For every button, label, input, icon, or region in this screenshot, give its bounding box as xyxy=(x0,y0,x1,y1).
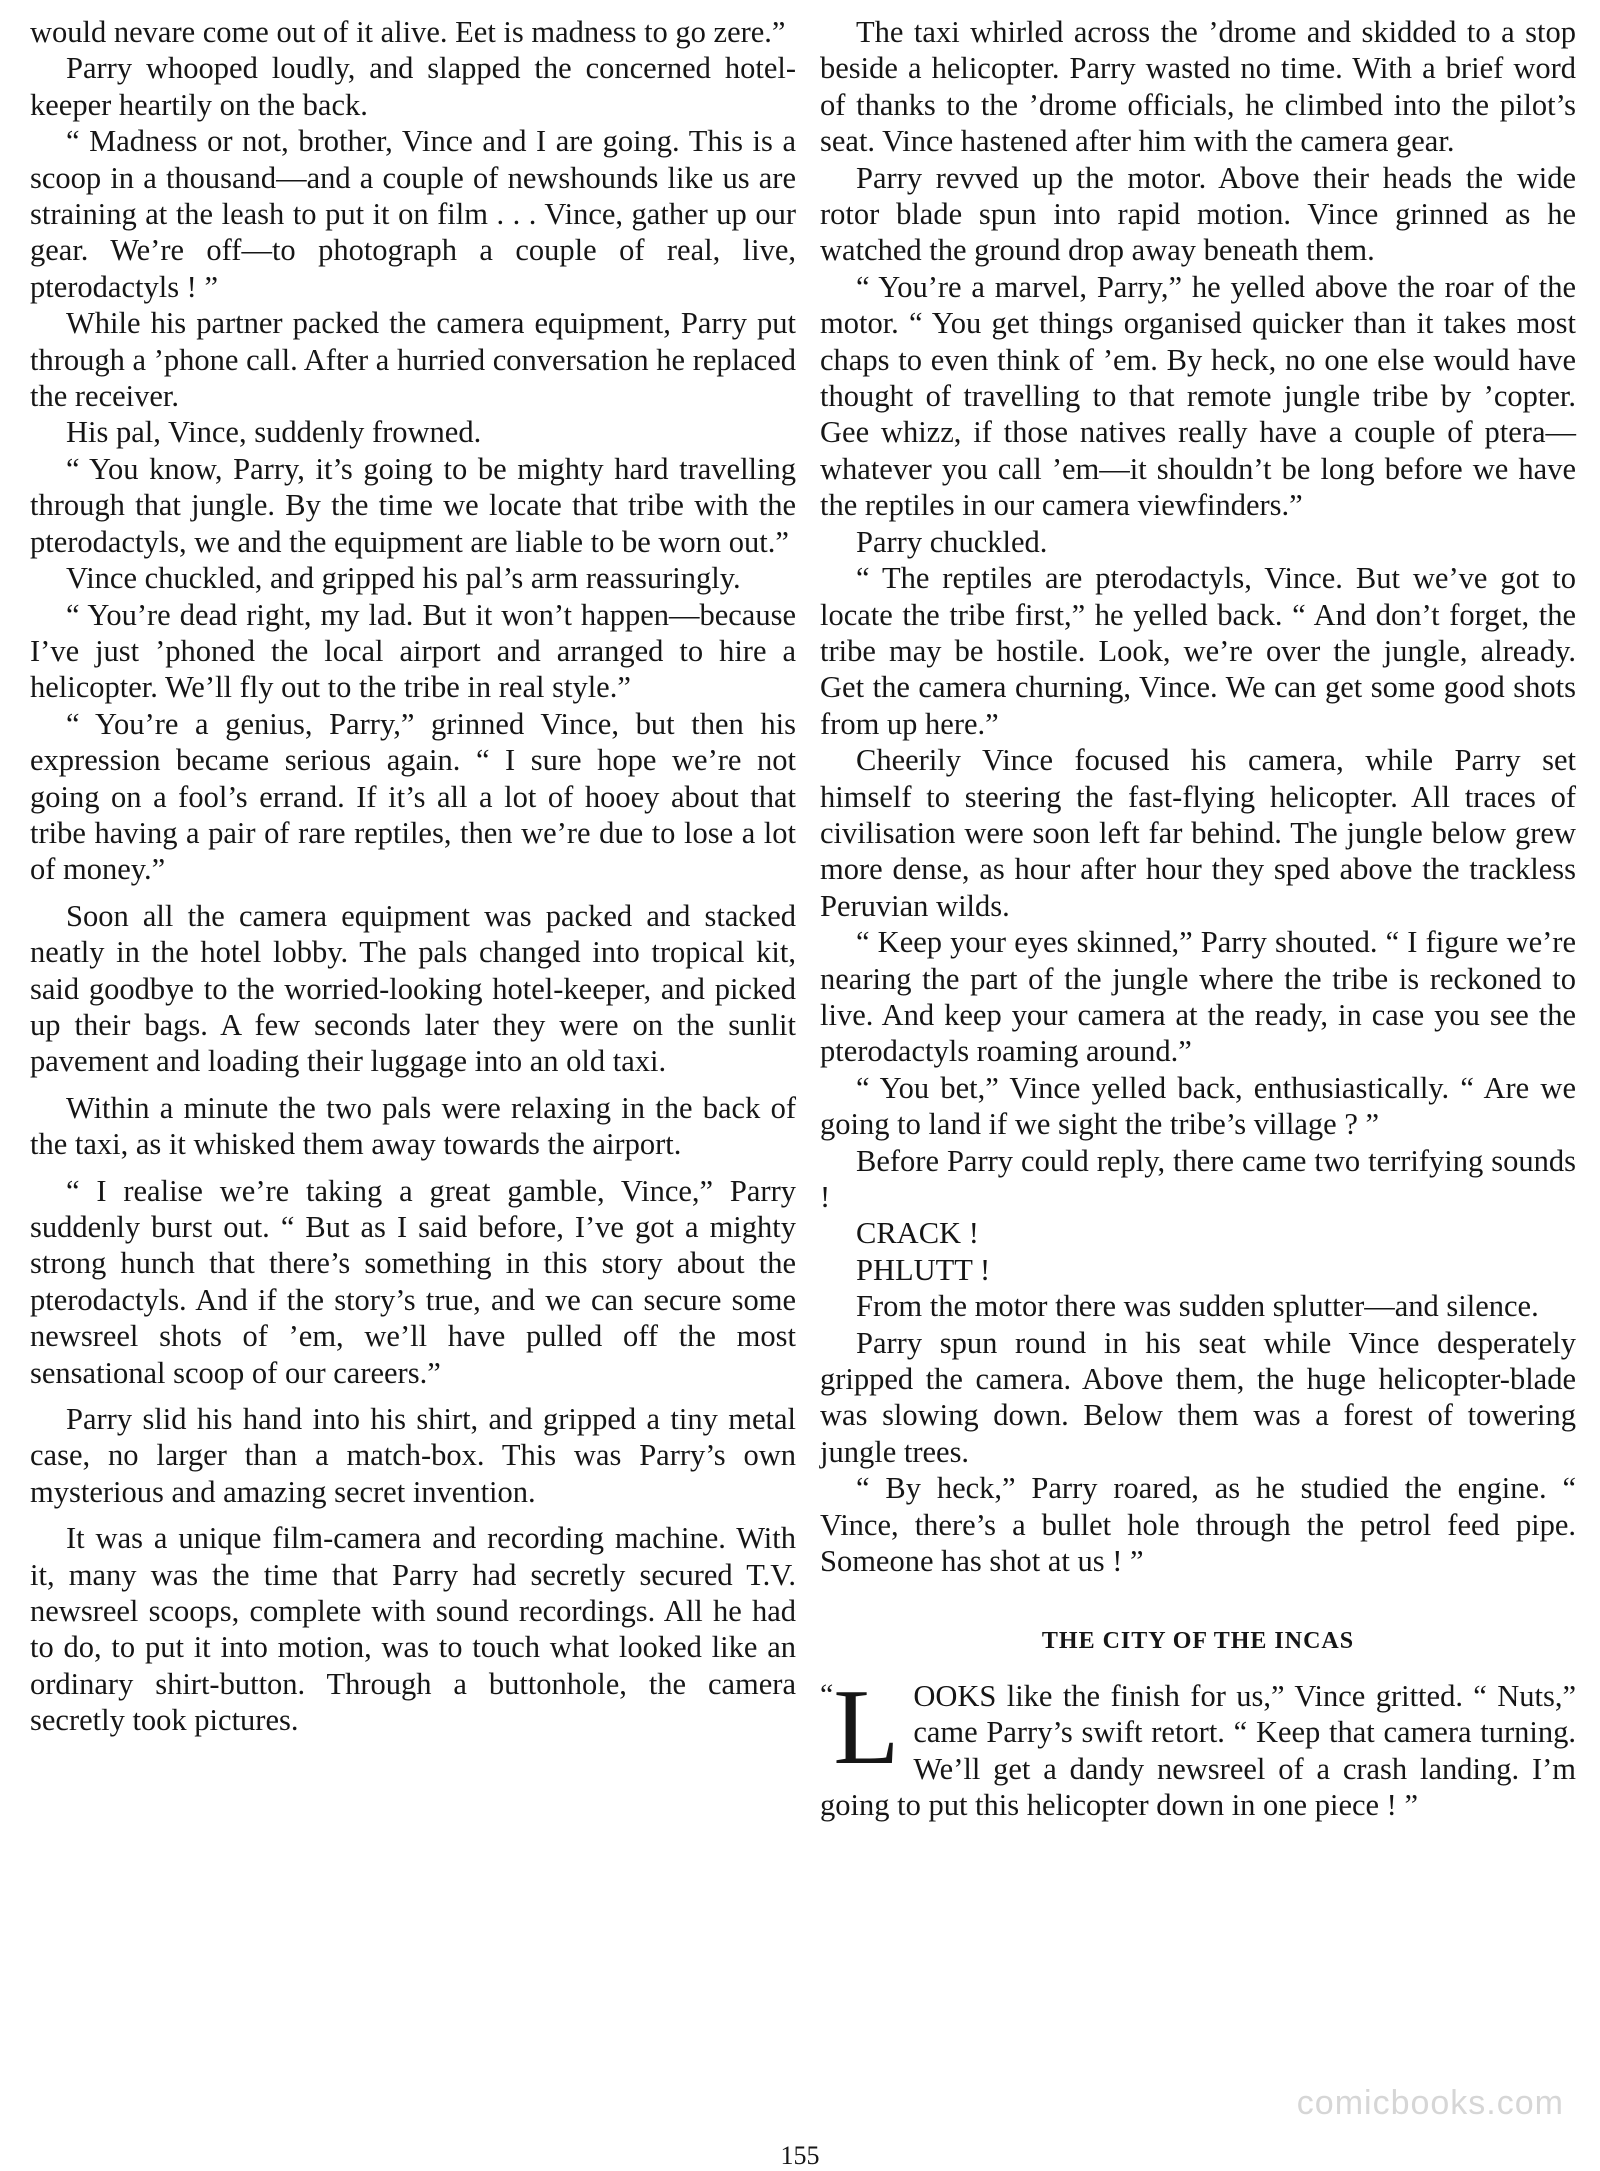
paragraph: While his partner packed the camera equipment, Parry put through a ’phone call. After a hurried conversation he replaced the receiver. xyxy=(30,306,796,414)
paragraph: “ You’re a genius, Parry,” grinned Vince, but then his expression became serious again. “ I sure hope we’re not going on a fool’s errand. If it’s all a lot of hooey about that tribe having a pair of rare reptiles, then we’re due to lose a lot of money.” xyxy=(30,706,796,887)
paragraph: “ I realise we’re taking a great gamble, Vince,” Parry suddenly burst out. “ But as I said before, I’ve got a mighty strong hunch that there’s something in this story about the pterodactyls. And if the story’s true, and we can secure some newsreel shots of ’em, we’ll have pulled off the most sensational scoop of our careers.” xyxy=(30,1173,796,1390)
paragraph: Vince chuckled, and gripped his pal’s arm reassuringly. xyxy=(66,561,741,596)
sound-effect: CRACK ! xyxy=(856,1216,979,1251)
paragraph: “ You’re dead right, my lad. But it won’t happen—because I’ve just ’phoned the local airport and arranged to hire a helicopter. We’ll fly out to the tribe in real style.” xyxy=(30,597,796,705)
page-number: 155 xyxy=(780,2141,820,2170)
paragraph: “ Keep your eyes skinned,” Parry shouted. “ I figure we’re nearing the part of the jungle where the tribe is reckoned to live. And keep your camera at the ready, in case you see the pterodactyls roaming around.” xyxy=(820,925,1576,1069)
paragraph: Parry revved up the motor. Above their heads the wide rotor blade spun into rapid motion. Vince grinned as he watched the ground drop away beneath them. xyxy=(820,160,1576,268)
paragraph: “ Madness or not, brother, Vince and I are going. This is a scoop in a thousand—and a couple of newshounds like us are straining at the leash to put it on film . . . Vince, gather up our gear. We’re off—to photograph a couple of real, live, pterodactyls ! ” xyxy=(30,124,796,304)
paragraph: “ You know, Parry, it’s going to be mighty hard travelling through that jungle. By the time we locate that tribe with the pterodactyls, we and the equipment are liable to be worn out.” xyxy=(30,451,796,559)
sound-effect: PHLUTT ! xyxy=(856,1252,991,1287)
paragraph: “ The reptiles are pterodactyls, Vince. But we’ve got to locate the tribe first,” he yelled back. “ And don’t forget, the tribe may be hostile. Look, we’re over the jungle, already. Get the camera churning, Vince. We can get some good shots from up here.” xyxy=(820,561,1576,741)
paragraph: “ You’re a marvel, Parry,” he yelled above the roar of the motor. “ You get things organised quicker than it takes most chaps to even think of ’em. By heck, no one else would have thought of travelling to that remote jungle tribe by ’copter. Gee whizz, if those natives really have a couple of ptera—whatever you call ’em—it shouldn’t be long before we have the reptiles in our camera viewfinders.” xyxy=(820,269,1576,523)
paragraph: Parry slid his hand into his shirt, and gripped a tiny metal case, no larger than a match-box. This was Parry’s own mysterious and amazing secret invention. xyxy=(30,1402,796,1509)
right-column xyxy=(820,14,1576,1824)
drop-cap-letter: L xyxy=(833,1667,900,1787)
paragraph: Cheerily Vince focused his camera, while Parry set himself to steering the fast-flying helicopter. All traces of civilisation were soon left far behind. The jungle below grew more dense, as hour after hour they sped above the trackless Peruvian wilds. xyxy=(820,743,1576,923)
paragraph: Parry whooped loudly, and slapped the concerned hotel-keeper heartily on the back. xyxy=(30,51,796,122)
dropcap-paragraph xyxy=(820,1667,1576,1824)
paragraph: The taxi whirled across the ’drome and skidded to a stop beside a helicopter. Parry wasted no time. With a brief word of thanks to the ’drome officials, he climbed into the pilot’s seat. Vince hastened after him with the camera gear. xyxy=(820,15,1576,159)
watermark: comicbooks.com xyxy=(1296,2084,1564,2122)
section-heading: THE CITY OF THE INCAS xyxy=(1041,1628,1355,1655)
paragraph: Parry chuckled. xyxy=(856,524,1048,559)
paragraph: Within a minute the two pals were relaxing in the back of the taxi, as it whisked them away towards the airport. xyxy=(30,1090,796,1162)
paragraph: It was a unique film-camera and recording machine. With it, many was the time that Parry had secretly secured T.V. newsreel scoops, complete with sound recordings. All he had to do, to put it into motion, was to touch what looked like an ordinary shirt-button. Through a buttonhole, the camera secretly took pictures. xyxy=(30,1521,796,1738)
paragraph: “ You bet,” Vince yelled back, enthusiastically. “ Are we going to land if we sight the tribe’s village ? ” xyxy=(820,1070,1576,1142)
paragraph: would nevare come out of it alive. Eet is madness to go zere.” xyxy=(30,15,786,49)
left-column xyxy=(30,14,796,1739)
open-quote: “ xyxy=(820,1677,834,1711)
paragraph: “ By heck,” Parry roared, as he studied the engine. “ Vince, there’s a bullet hole through the petrol feed pipe. Someone has shot at us ! ” xyxy=(820,1471,1576,1579)
paragraph: Before Parry could reply, there came two terrifying sounds ! xyxy=(820,1143,1576,1214)
paragraph: Parry spun round in his seat while Vince desperately gripped the camera. Above them, the huge helicopter-blade was slowing down. Below them was a forest of towering jungle trees. xyxy=(820,1325,1576,1469)
paragraph: From the motor there was sudden splutter—and silence. xyxy=(856,1289,1539,1324)
dropcap-paragraph-text: OOKS like the finish for us,” Vince gritted. “ Nuts,” came Parry’s swift retort. “ Keep that camera turning. We’ll get a dandy newsreel of a crash landing. I’m going to put this helicopter down in one piece ! ” xyxy=(820,1678,1576,1823)
paragraph: His pal, Vince, suddenly frowned. xyxy=(66,415,482,450)
paragraph: Soon all the camera equipment was packed and stacked neatly in the hotel lobby. The pals changed into tropical kit, said goodbye to the worried-looking hotel-keeper, and picked up their bags. A few seconds later they were on the sunlit pavement and loading their luggage into an old taxi. xyxy=(30,898,796,1079)
